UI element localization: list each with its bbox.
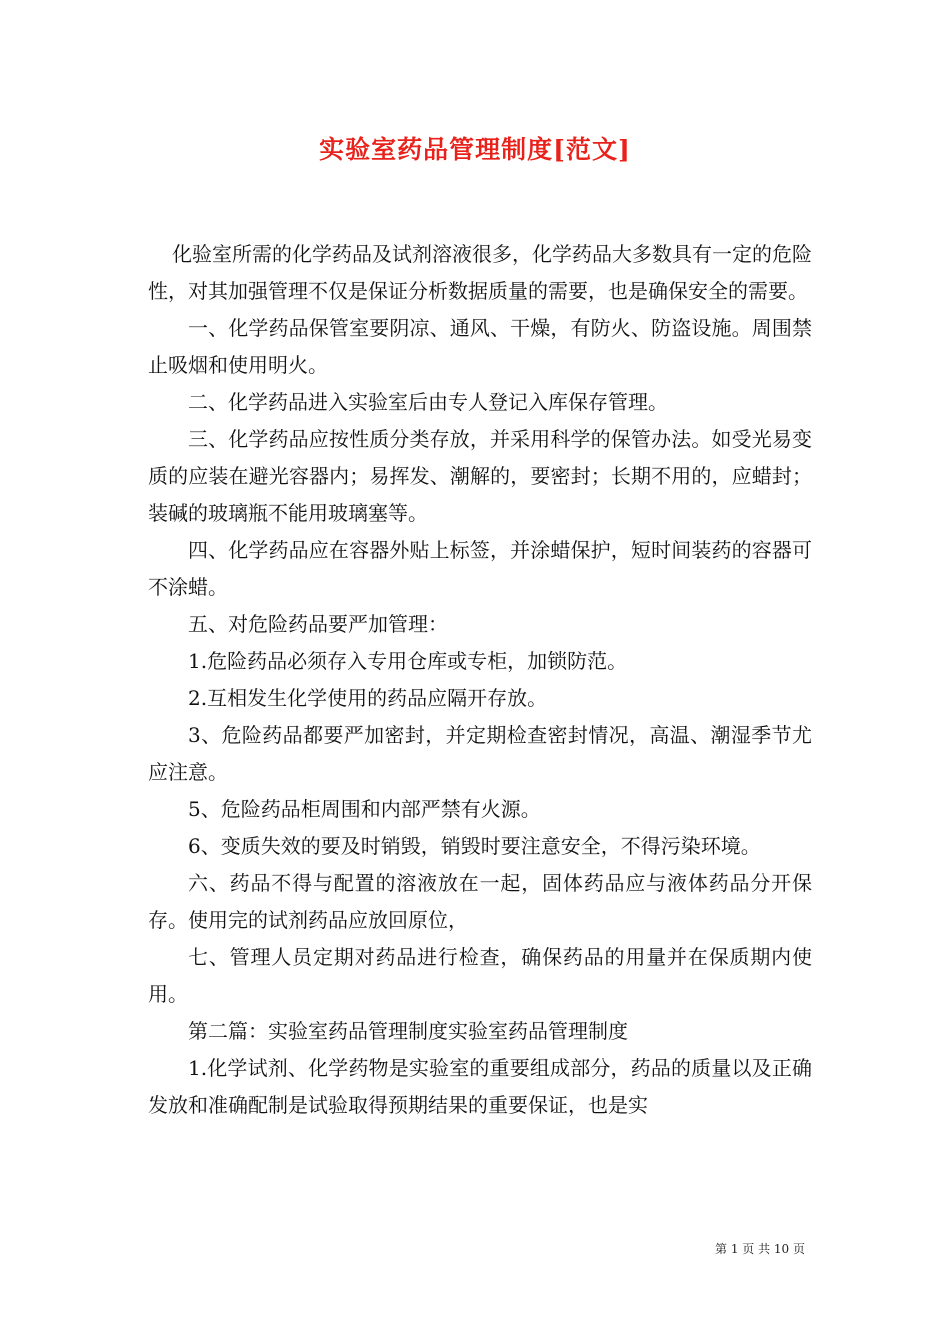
paragraph-sub-2: 2.互相发生化学使用的药品应隔开存放。 [188,686,548,710]
page-number-footer: 第 1 页 共 10 页 [715,1242,805,1256]
paragraph-item-2: 二、化学药品进入实验室后由专人登记入库保存管理。 [188,390,668,414]
paragraph-intro: 化验室所需的化学药品及试剂溶液很多，化学药品大多数具有一定的危险性，对其加强管理不仅是保证分析数据质量的需要，也是确保安全的需要。 [148,242,812,303]
paragraph-item-5: 五、对危险药品要严加管理： [188,612,448,636]
paragraph-item-4: 四、化学药品应在容器外贴上标签，并涂蜡保护，短时间装药的容器可不涂蜡。 [148,538,812,599]
paragraph-item-7: 七、管理人员定期对药品进行检查，确保药品的用量并在保质期内使用。 [148,945,812,1006]
paragraph-sub-1: 1.危险药品必须存入专用仓库或专柜，加锁防范。 [188,649,628,673]
paragraph-sub-3: 3、危险药品都要严加密封，并定期检查密封情况，高温、潮湿季节尤应注意。 [148,723,812,784]
section-heading-part-two: 第二篇：实验室药品管理制度实验室药品管理制度 [188,1019,628,1043]
paragraph-sub-6: 6、变质失效的要及时销毁，销毁时要注意安全，不得污染环境。 [188,834,761,858]
document-body [148,236,812,1124]
paragraph-sub-5: 5、危险药品柜周围和内部严禁有火源。 [188,797,541,821]
paragraph-item-1: 一、化学药品保管室要阴凉、通风、干燥，有防火、防盗设施。周围禁止吸烟和使用明火。 [148,316,812,377]
document-title: 实验室药品管理制度[范文] [319,135,631,164]
paragraph-item-3: 三、化学药品应按性质分类存放，并采用科学的保管办法。如受光易变质的应装在避光容器内；易挥发、潮解的，要密封；长期不用的，应蜡封；装碱的玻璃瓶不能用玻璃塞等。 [148,427,812,525]
paragraph-item-6: 六、药品不得与配置的溶液放在一起，固体药品应与液体药品分开保存。使用完的试剂药品应放回原位， [148,871,812,932]
paragraph-part-two-1: 1.化学试剂、化学药物是实验室的重要组成部分，药品的质量以及正确发放和准确配制是试验取得预期结果的重要保证，也是实 [148,1056,812,1117]
